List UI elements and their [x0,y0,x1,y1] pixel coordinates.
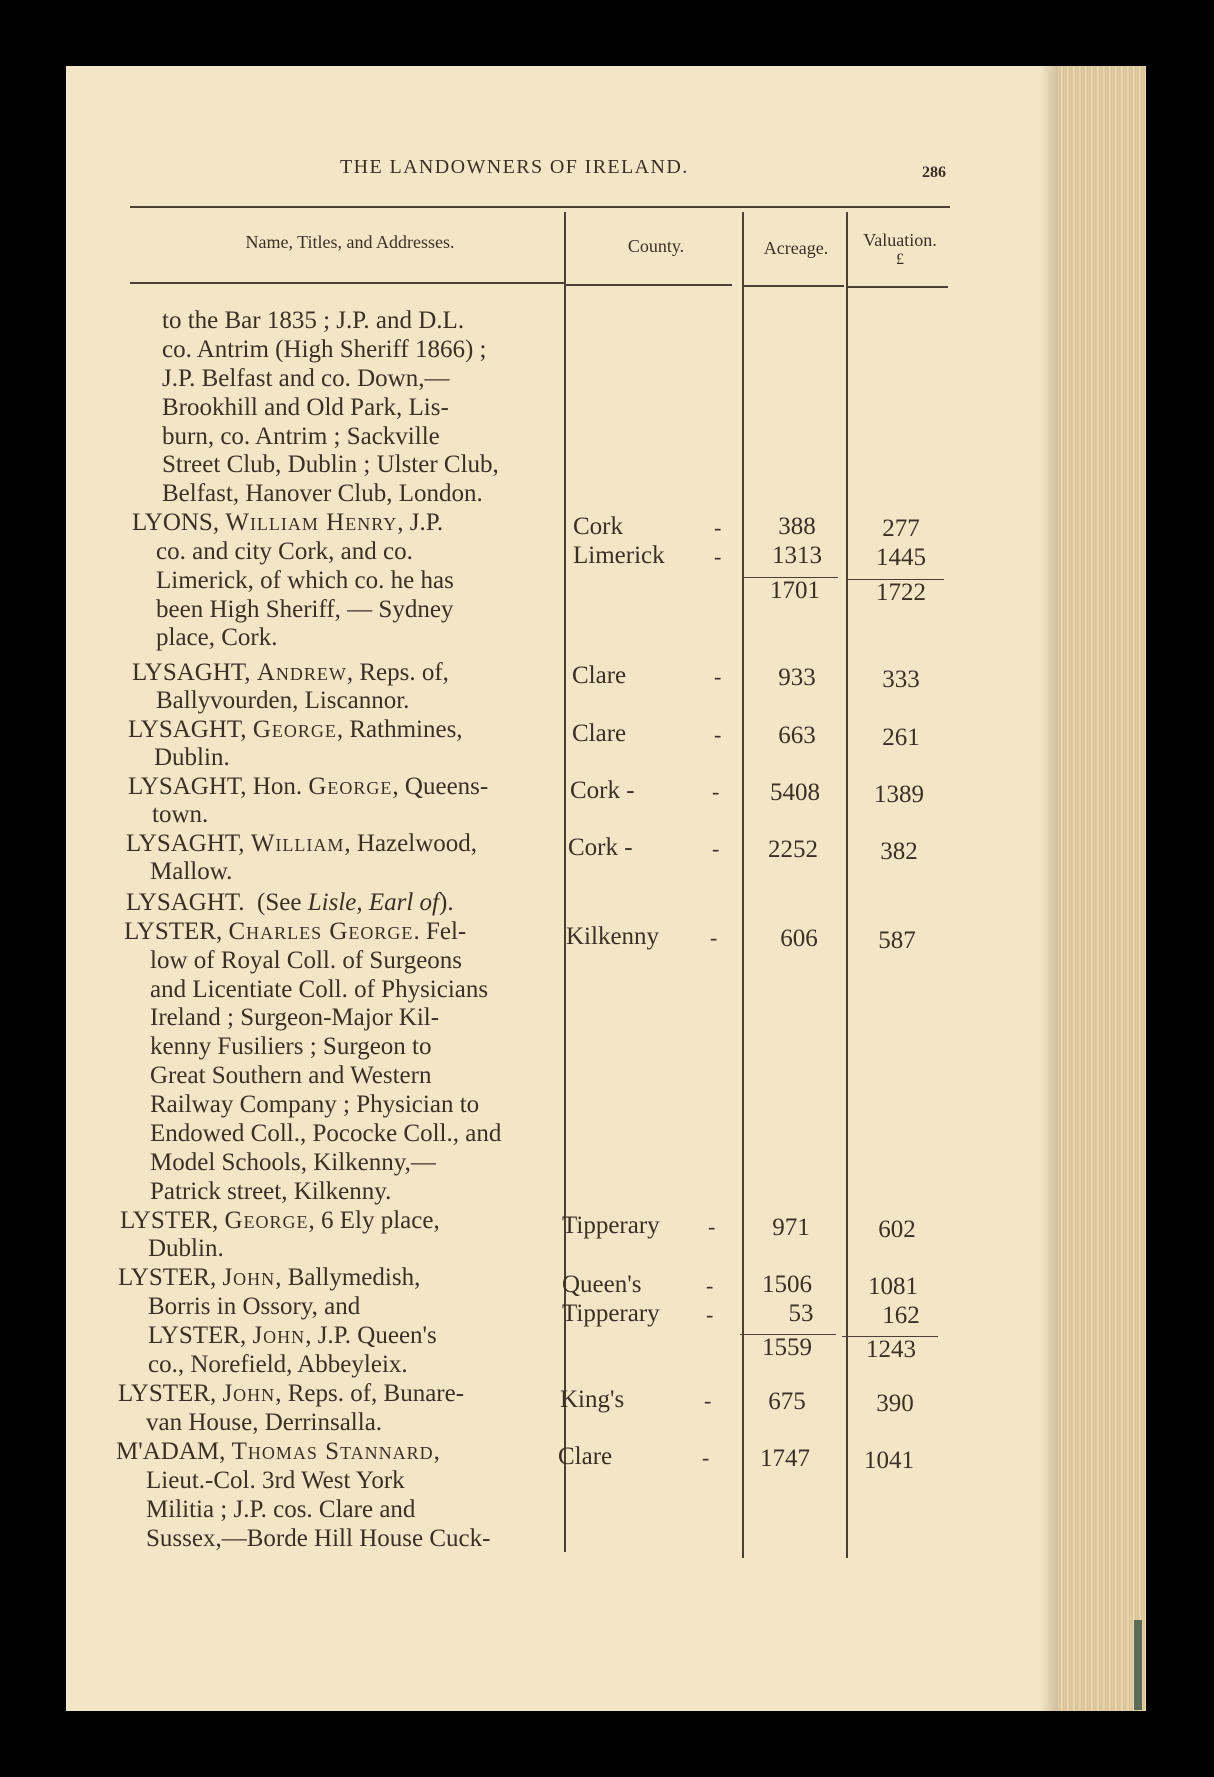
valuation-cell: 1081 [868,1273,918,1300]
given-name: John [222,1264,276,1291]
dash: - [714,544,722,569]
valuation-unit: £ [896,251,904,268]
entry-line: Dublin. [148,1235,224,1262]
given-name: George [252,716,337,743]
running-title: THE LANDOWNERS OF IRELAND. [340,156,689,178]
entry-line: place, Cork. [156,624,278,651]
dash: - [714,515,722,540]
column-header-county: County. [627,236,685,256]
entry-line: Great Southern and Western [150,1062,432,1089]
entry-line: J.P. Belfast and co. Down,— [162,365,450,392]
dash: - [708,1214,716,1239]
entry-heading: LYSAGHT, Hon. George, Queens- [128,773,489,800]
valuation-cell: 602 [878,1216,916,1243]
valuation-cell: 1389 [874,781,924,808]
entry-line: to the Bar 1835 ; J.P. and D.L. [162,307,465,334]
county-cell: Cork - [570,777,635,804]
dash: - [714,664,722,689]
entry-line: Sussex,—Borde Hill House Cuck- [146,1525,491,1552]
entry-line: van House, Derrinsalla. [146,1409,383,1436]
entry-heading: LYSAGHT, George, Rathmines, [128,716,463,743]
entry-line: burn, co. Antrim ; Sackville [162,423,440,450]
entry-heading: M'ADAM, Thomas Stannard, [116,1438,440,1465]
entry-line: Street Club, Dublin ; Ulster Club, [162,451,499,478]
entry-heading: LYSTER, Charles George. Fel- [124,918,467,945]
acreage-cell: 53 [788,1300,814,1327]
dash: - [702,1445,710,1470]
acreage-header-rule [744,285,844,287]
valuation-cell: 390 [876,1390,914,1417]
acreage-total: 1559 [762,1334,812,1361]
entry-line: Militia ; J.P. cos. Clare and [146,1496,416,1523]
dash: - [712,836,720,861]
valuation-cell: 587 [878,927,916,954]
given-name: William [250,830,345,857]
entry-line: town. [152,801,209,828]
county-cell: Clare [558,1443,613,1470]
entry-line: co. and city Cork, and co. [156,538,413,565]
entry-line: and Licentiate Coll. of Physicians [150,976,489,1003]
county-cell: Queen's [562,1271,642,1298]
name-header-rule [130,282,564,284]
entry-heading: LYSTER, George, 6 Ely place, [120,1207,440,1234]
acreage-cell: 1506 [762,1271,812,1298]
entry-line: Borris in Ossory, and [148,1293,361,1320]
acreage-cell: 2252 [768,836,818,863]
valuation-cell: 277 [882,515,920,542]
valuation-header-rule [848,286,948,288]
column-header-acreage: Acreage. [763,238,829,258]
given-name: John [222,1380,276,1407]
dash: - [712,779,720,804]
given-name: Andrew [256,659,347,686]
county-cell: Cork - [568,834,633,861]
county-header-rule [566,284,732,286]
county-cell: Limerick [573,542,665,569]
column-header-valuation [848,230,952,269]
entry-line: Patrick street, Kilkenny. [150,1178,392,1205]
county-cell: King's [560,1386,625,1413]
entry-line: Belfast, Hanover Club, London. [162,480,483,507]
column-rule-1 [564,212,566,1552]
acreage-cell: 388 [778,513,816,540]
entry-line: Brookhill and Old Park, Lis- [162,394,449,421]
acreage-cell: 663 [778,722,816,749]
entry-line: low of Royal Coll. of Surgeons [150,947,463,974]
entry-line: Lieut.-Col. 3rd West York [146,1467,405,1494]
county-cell: Tipperary [562,1300,660,1327]
given-name: Charles George [228,918,414,945]
dash: - [710,925,718,950]
entry-heading: LYSTER, John, Reps. of, Bunare- [118,1380,465,1407]
valuation-cell: 333 [882,666,920,693]
entry-heading: LYSTER, John, Ballymedish, [118,1264,421,1291]
valuation-cell: 261 [882,724,920,751]
acreage-cell: 1313 [772,542,822,569]
given-name: John [252,1322,306,1349]
county-cell: Clare [572,662,627,689]
dash: - [706,1302,714,1327]
county-cell: Kilkenny [566,923,660,950]
entry-line: Dublin. [154,744,230,771]
entry-heading: LYONS, William Henry, J.P. [132,509,444,536]
acreage-total: 1701 [770,577,820,604]
entry-line: Endowed Coll., Pococke Coll., and [150,1120,502,1147]
acreage-cell: 971 [772,1214,810,1241]
acreage-cell: 606 [780,925,818,952]
column-header-name: Name, Titles, and Addresses. [245,232,455,252]
page-number: 286 [922,164,946,181]
entry-line: Railway Company ; Physician to [150,1091,480,1118]
entry-heading: LYSAGHT. (See Lisle, Earl of). [126,889,454,916]
county-cell: Tipperary [562,1212,660,1239]
valuation-total: 1722 [876,579,926,606]
valuation-cell: 1445 [876,544,926,571]
page-edges [1058,66,1146,1711]
entry-heading: LYSAGHT, Andrew, Reps. of, [132,659,449,686]
entry-line: Model Schools, Kilkenny,— [150,1149,436,1176]
acreage-cell: 675 [768,1388,806,1415]
entry-line: Limerick, of which co. he has [156,567,454,594]
dash: - [706,1273,714,1298]
given-name: George [224,1207,309,1234]
entry-line: co., Norefield, Abbeyleix. [148,1351,408,1378]
county-cell: Cork [573,513,623,540]
dash: - [704,1388,712,1413]
dash: - [714,722,722,747]
entry-line: Mallow. [150,858,233,885]
cover-edge [1134,1620,1142,1710]
valuation-cell: 382 [880,838,918,865]
entry-heading: LYSTER, John, J.P. Queen's [148,1322,437,1349]
valuation-cell: 1041 [864,1447,914,1474]
given-name: Thomas Stannard [231,1438,434,1465]
acreage-cell: 933 [778,664,816,691]
entry-line: Ireland ; Surgeon-Major Kil- [150,1004,440,1031]
given-name: George [308,773,393,800]
entry-heading: LYSAGHT, William, Hazelwood, [126,830,477,857]
acreage-cell: 1747 [760,1445,810,1472]
entry-line: Ballyvourden, Liscannor. [156,687,410,714]
given-name: William Henry [225,509,398,536]
entry-line: kenny Fusiliers ; Surgeon to [150,1033,432,1060]
valuation-cell: 162 [882,1302,920,1329]
entry-line: co. Antrim (High Sheriff 1866) ; [162,336,487,363]
county-cell: Clare [572,720,627,747]
table-top-rule [130,206,950,208]
valuation-total: 1243 [866,1336,916,1363]
entry-line: been High Sheriff, — Sydney [156,596,454,623]
valuation-label: Valuation. [863,230,937,250]
acreage-cell: 5408 [770,779,820,806]
